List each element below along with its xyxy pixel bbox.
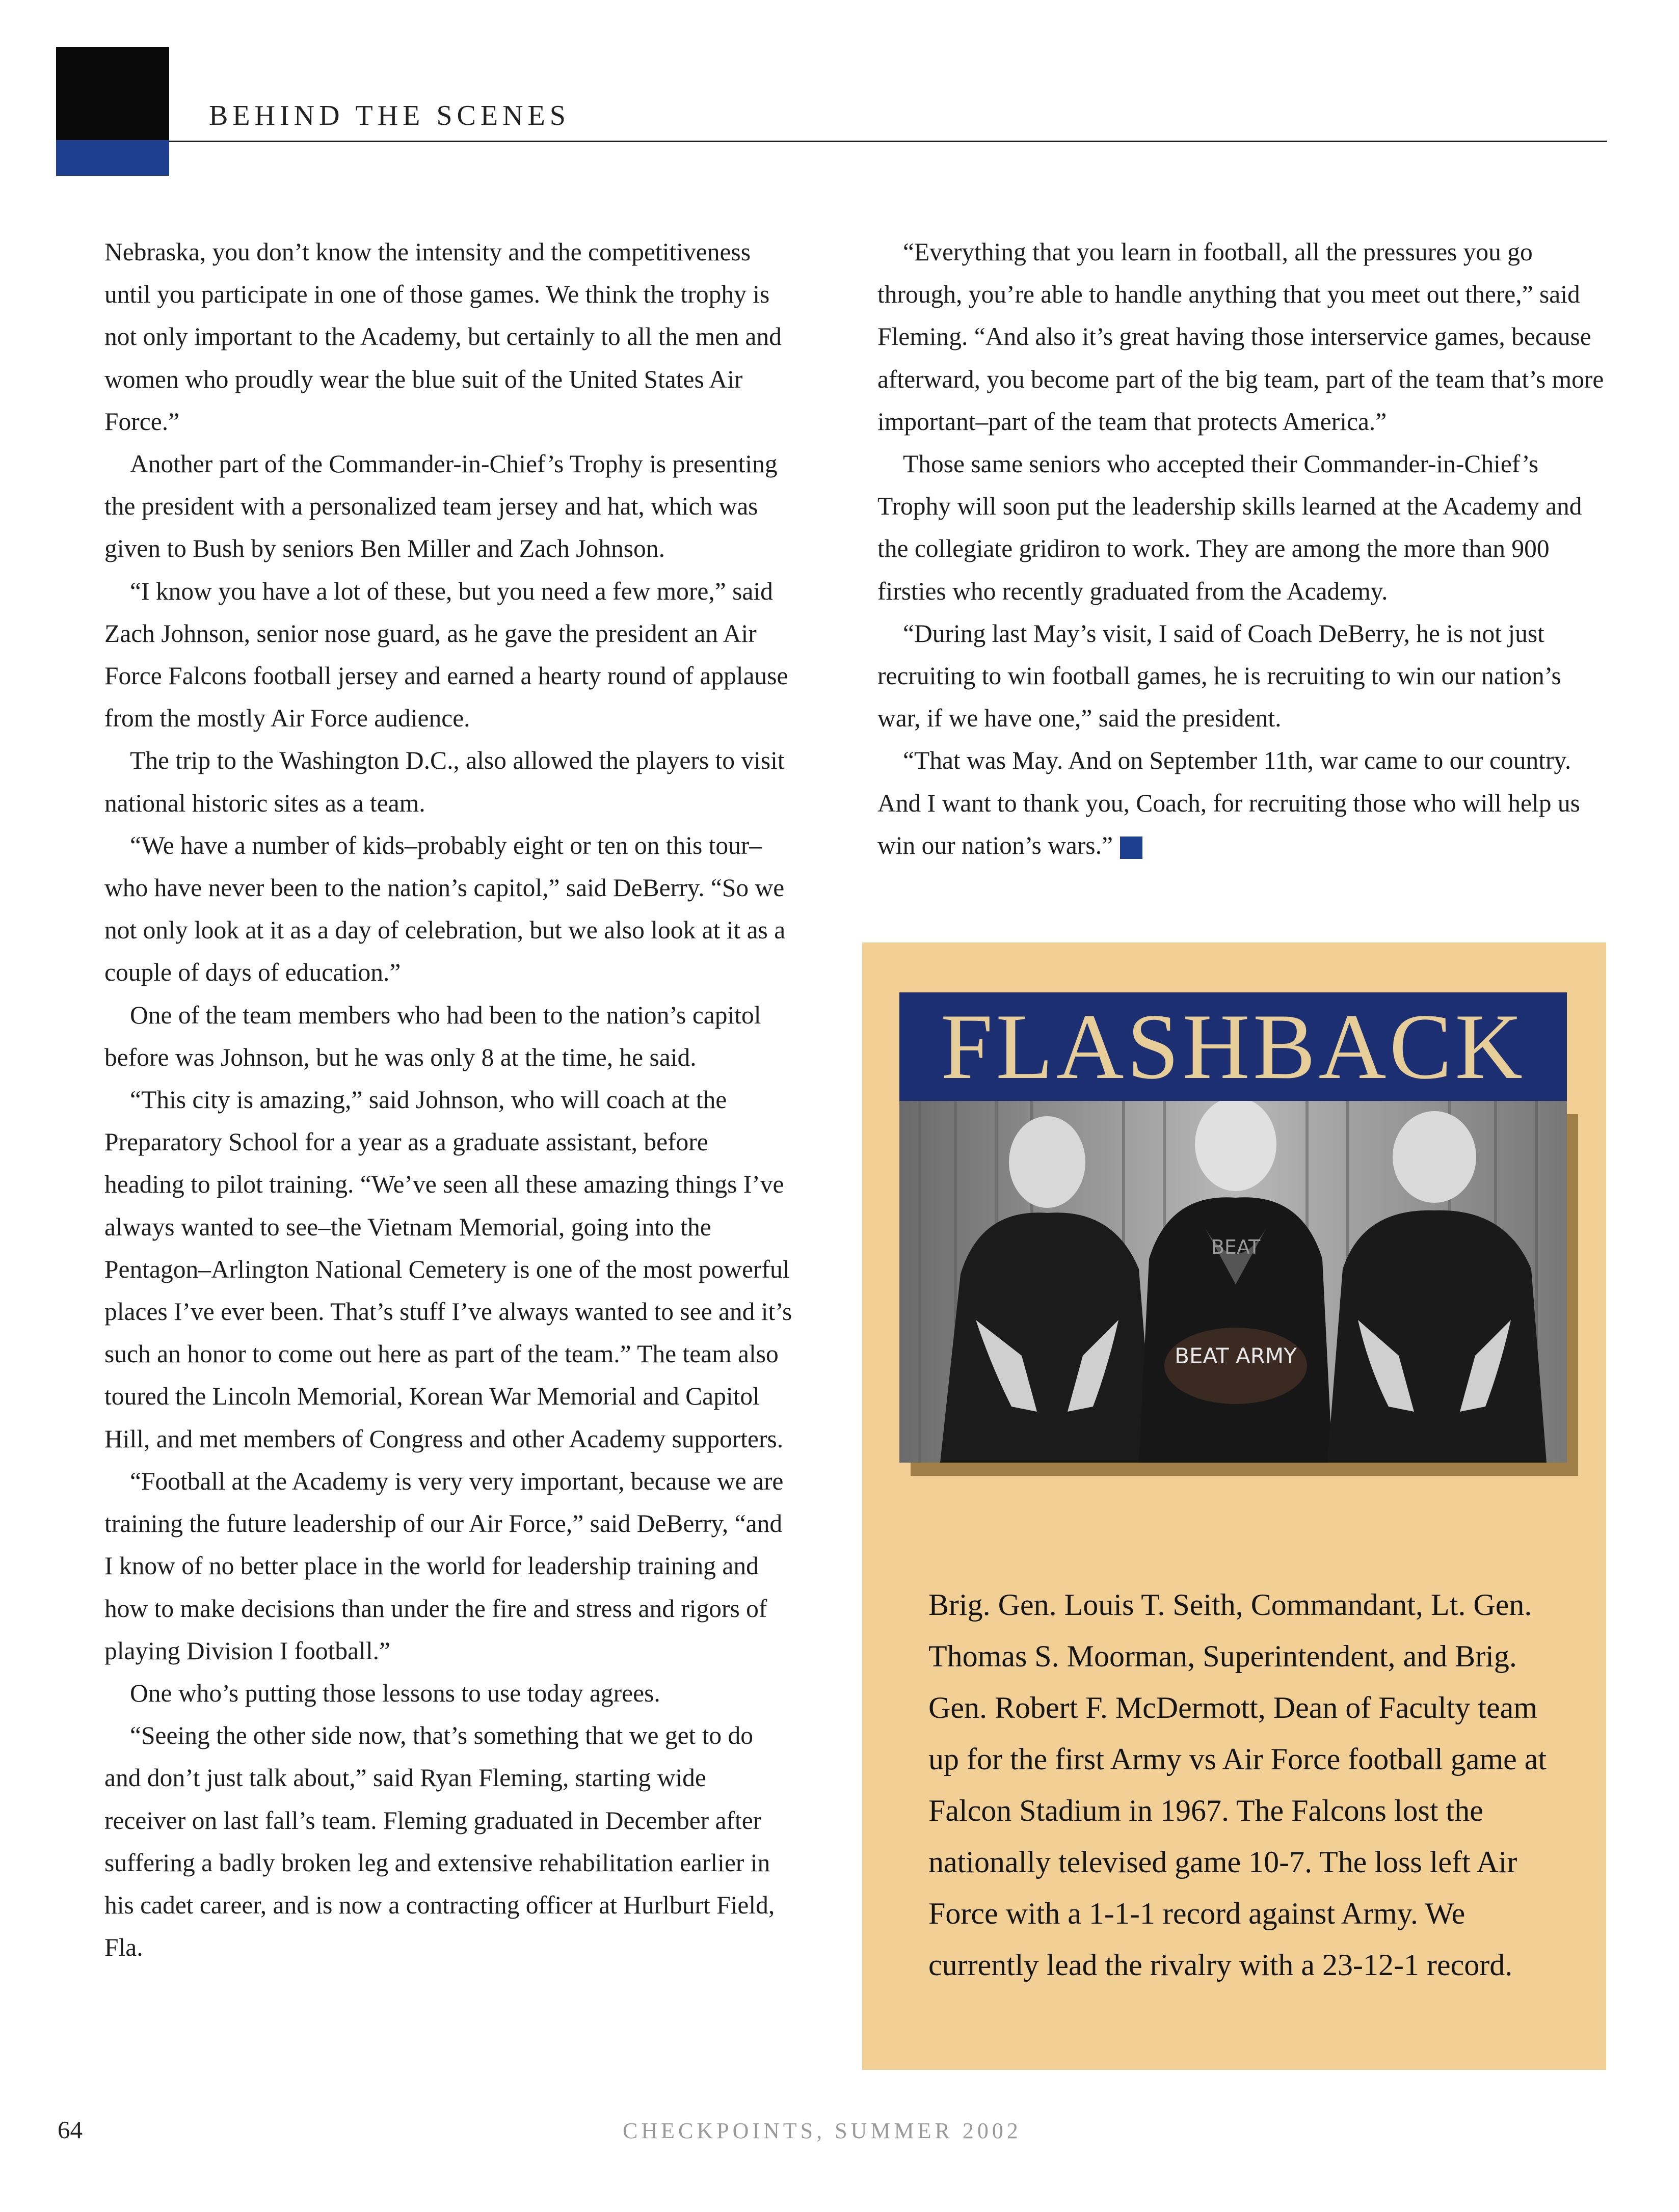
ball-text: BEAT ARMY xyxy=(1175,1343,1297,1368)
article-paragraph-final xyxy=(877,739,1606,867)
publication-footer: CHECKPOINTS, SUMMER 2002 xyxy=(623,2118,1022,2143)
page-number: 64 xyxy=(58,2116,83,2144)
flashback-banner: FLASHBACK xyxy=(899,992,1567,1101)
article-paragraph: One who’s putting those lessons to use today agrees. xyxy=(130,1679,660,1707)
article-right-column xyxy=(877,231,1606,867)
section-marker-block xyxy=(56,47,169,176)
article-paragraph: “During last May’s visit, I said of Coach DeBerry, he is not just recruiting to win football games, he is recruiting to win our nation’s war, if we have one,” said the president. xyxy=(877,619,1561,733)
flashback-photo xyxy=(899,1101,1567,1463)
shirt-text: BEAT xyxy=(1211,1236,1261,1258)
end-mark-icon: ✓ xyxy=(1120,837,1142,859)
flashback-sidebar xyxy=(862,942,1606,2070)
coaches-photo-illustration xyxy=(899,1101,1567,1463)
header-rule xyxy=(169,141,1607,142)
flashback-caption: Brig. Gen. Louis T. Seith, Commandant, Lt. Gen. Thomas S. Moorman, Superintendent, and Brig. Gen. Robert F. McDermott, Dean of Faculty team up for the first Army vs Air Force football game at Falcon Stadium in 1967. The Falcons lost the nationally televised game 10-7. The loss left Air Force with a 1-1-1 record against Army. We currently lead the rivalry with a 23-12-1 record. xyxy=(928,1588,1547,1982)
article-paragraph: “Everything that you learn in football, all the pressures you go through, you’re able to handle anything that you meet out there,” said Fleming. “And also it’s great having those interservice games, because afterward, you become part of the big team, part of the team that’s more important–part of the team that protects America.” xyxy=(877,238,1604,436)
article-paragraph: “This city is amazing,” said Johnson, who will coach at the Preparatory School for a year as a graduate assistant, before heading to pilot training. “We’ve seen all these amazing things I’ve always wanted to see–the Vietnam Memorial, going into the Pentagon–Arlington National Cemetery is one of the most powerful places I’ve ever been. That’s stuff I’ve always wanted to see and it’s such an honor to come out here as part of the team.” The team also toured the Lincoln Memorial, Korean War Memorial and Capitol Hill, and met members of Congress and other Academy supporters. xyxy=(104,1086,792,1453)
article-paragraph: The trip to the Washington D.C., also allowed the players to visit national historic sites as a team. xyxy=(104,746,785,817)
article-paragraph: Another part of the Commander-in-Chief’s Trophy is presenting the president with a personalized team jersey and hat, which was given to Bush by seniors Ben Miller and Zach Johnson. xyxy=(104,450,778,563)
article-paragraph: Those same seniors who accepted their Commander-in-Chief’s Trophy will soon put the leadership skills learned at the Academy and the collegiate gridiron to work. They are among the more than 900 firsties who recently graduated from the Academy. xyxy=(877,450,1582,605)
article-left-column xyxy=(104,231,792,1968)
article-paragraph: “I know you have a lot of these, but you need a few more,” said Zach Johnson, senior nose guard, as he gave the president an Air Force Falcons football jersey and earned a hearty round of applause from the mostly Air Force audience. xyxy=(104,577,788,733)
article-final-text: “That was May. And on September 11th, war came to our country. And I want to thank you, Coach, for recruiting those who will help us win our nation’s wars.” xyxy=(877,746,1580,859)
section-title: BEHIND THE SCENES xyxy=(209,100,570,131)
article-paragraph: One of the team members who had been to the nation’s capitol before was Johnson, but he was only 8 at the time, he said. xyxy=(104,1001,761,1071)
section-marker-accent xyxy=(56,140,169,176)
article-paragraph: “Football at the Academy is very very important, because we are training the future leadership of our Air Force,” said DeBerry, “and I know of no better place in the world for leadership training and how to make decisions than under the fire and stress and rigors of playing Division I football.” xyxy=(104,1467,784,1665)
article-paragraph: Nebraska, you don’t know the intensity and the competitiveness until you participate in one of those games. We think the trophy is not only important to the Academy, but certainly to all the men and women who proudly wear the blue suit of the United States Air Force.” xyxy=(104,238,782,436)
article-paragraph: “We have a number of kids–probably eight or ten on this tour–who have never been to the nation’s capitol,” said DeBerry. “So we not only look at it as a day of celebration, but we also look at it as a couple of days of education.” xyxy=(104,831,786,987)
article-paragraph: “Seeing the other side now, that’s something that we get to do and don’t just talk about,” said Ryan Fleming, starting wide receiver on last fall’s team. Fleming graduated in December after suffering a badly broken leg and extensive rehabilitation earlier in his cadet career, and is now a contracting officer at Hurlburt Field, Fla. xyxy=(104,1721,775,1962)
